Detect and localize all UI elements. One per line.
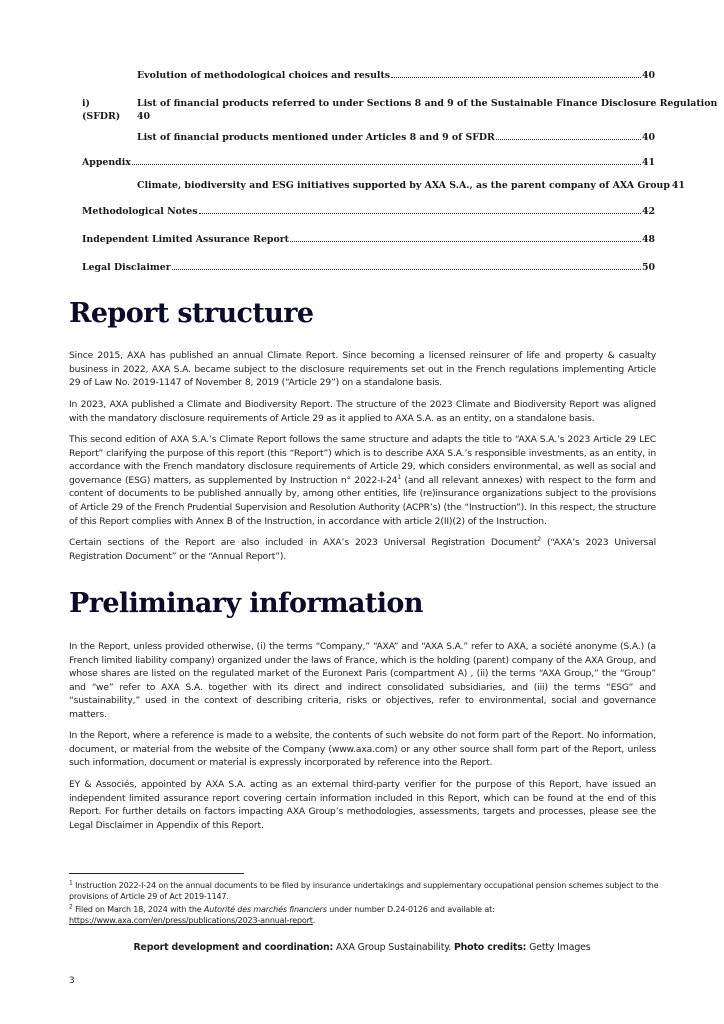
- paragraph-text: This second edition of AXA S.A.’s Climate Report follows the same structure and adapts the title to “AXA S.A.’s 2023 Article 29 LEC Report” clarifying the purpose of this report (this “Report”) which is to describe AXA S.A.’s responsible investments, as an entity, in accordance with the French mandatory disclosure requirements of Article 29, which considers environmental, as well as social and governance (ESG) matters, as supplemented by Instruction n° 2022-I-24: [69, 434, 656, 486]
- footnote-text: .: [312, 916, 316, 926]
- footnote-2: [69, 904, 659, 927]
- credits-line: [0, 942, 724, 953]
- toc-page-number: 40: [641, 132, 655, 143]
- toc-entry-label: Climate, biodiversity and ESG initiatives supported by AXA S.A., as the parent company of AXA Group: [137, 180, 670, 191]
- toc-entry-label: Methodological Notes: [82, 206, 198, 217]
- footnote-1: [69, 880, 659, 903]
- annual-report-link[interactable]: https://www.axa.com/en/press/publications/2023-annual-report: [69, 916, 313, 926]
- toc-leader-dots: [132, 163, 641, 165]
- paragraph-text: Certain sections of the Report are also included in AXA’s 2023 Universal Registration Document: [69, 537, 538, 548]
- paragraph: [69, 433, 656, 528]
- credits-value: Getty Images: [526, 942, 591, 953]
- paragraph-text: (“AXA’s 2023 Universal Registration Document” or the “Annual Report”).: [69, 537, 656, 562]
- toc-page-number: 50: [641, 262, 655, 273]
- paragraph: [69, 536, 656, 563]
- toc-leader-dots: [172, 268, 641, 270]
- toc-entry-label: Evolution of methodological choices and results: [137, 70, 391, 81]
- toc-leader-dots: [391, 76, 641, 78]
- toc-page-number: 40: [137, 111, 151, 122]
- toc-entry-sfdr-articles[interactable]: [137, 132, 655, 143]
- toc-page-number: 41: [641, 157, 655, 168]
- toc-entry-appendix[interactable]: [82, 157, 655, 168]
- footnote-text: under number D.24-0126 and available at:: [326, 905, 495, 914]
- paragraph: In the Report, unless provided otherwise, (i) the terms “Company,” “AXA” and “AXA S.A.” refer to AXA, a société anonyme (S.A.) (a French limited liability company) organized under the laws of France, which is the holding (parent) company of the AXA Group, and whose shares are listed on the regulated market of the Euronext Paris (compartment A) , (ii) the terms “AXA Group,” the “Group” and “we” refer to AXA S.A. together with its direct and indirect consolidated subsidiaries, and (iii) the terms “ESG” and “sustainability,” used in the context of describing criteria, risks or objectives, refer to environmental, social and governance matters.: [69, 641, 656, 720]
- toc-page-number: 40: [641, 70, 655, 81]
- footnote-ref[interactable]: 1: [397, 473, 402, 481]
- toc-section-marker: i): [82, 98, 90, 109]
- toc-leader-dots: [496, 138, 641, 140]
- toc-entry-label: List of financial products mentioned under Articles 8 and 9 of SFDR: [137, 132, 495, 143]
- toc-page-number: 41: [671, 180, 685, 191]
- toc-page-number: 42: [641, 206, 655, 217]
- footnote-number: 2: [69, 903, 73, 911]
- paragraph: In 2023, AXA published a Climate and Biodiversity Report. The structure of the 2023 Climate and Biodiversity Report was aligned with the mandatory disclosure requirements of Article 29 as it applied to AXA S.A. as an entity, on a standalone basis.: [69, 399, 656, 424]
- toc-entry-label: Legal Disclaimer: [82, 262, 171, 273]
- toc-entry-label: Appendix: [82, 157, 131, 168]
- paragraph-text: (and all relevant annexes) with respect to the form and content of documents to be published annually by, among other entities, life (re)insurance organizations subject to the provisions of Article 29 of the French Prudential Supervision and Resolution Authority (ACPR’s) (the “Instruction”). In this respect, the structure of this Report complies with Annex B of the Instruction, in accordance with article 2(II)(2) of the Instruction.: [69, 474, 656, 527]
- toc-entry-evolution[interactable]: [137, 70, 655, 81]
- footnote-number: 1: [69, 879, 73, 887]
- toc-entry-label: Independent Limited Assurance Report: [82, 234, 289, 245]
- toc-entry-climate-initiatives[interactable]: [137, 180, 685, 191]
- toc-entry-legal-disclaimer[interactable]: [82, 262, 655, 273]
- page-number: 3: [69, 976, 75, 986]
- footnote-text: Filed on March 18, 2024 with the: [72, 905, 204, 914]
- toc-entry-sfdr-sections[interactable]: [137, 98, 718, 109]
- toc-leader-dots: [290, 240, 641, 242]
- toc-entry-assurance-report[interactable]: [82, 234, 655, 245]
- paragraph: Since 2015, AXA has published an annual Climate Report. Since becoming a licensed reinsurer of life and property & casualty business in 2022, AXA S.A. became subject to the disclosure requirements set out in the French regulations implementing Article 29 of Law No. 2019-1147 of November 8, 2019 (“Article 29”) on a standalone basis.: [69, 350, 656, 389]
- toc-entry-label: List of financial products referred to under Sections 8 and 9 of the Sustainable Finance Disclosure Regulation: [137, 98, 718, 109]
- paragraph: EY & Associés, appointed by AXA S.A. acting as an external third-party verifier for the purpose of this Report, have issued an independent limited assurance report covering certain information included in this Report, which can be found at the end of this Report. For further details on factors impacting AXA Group’s methodologies, assessments, targets and processes, please see the Legal Disclaimer in Appendix of this Report.: [69, 779, 656, 831]
- footnote-italic-text: Autorité des marchés financiers: [203, 905, 327, 914]
- section-heading-preliminary-information: Preliminary information: [69, 588, 423, 619]
- paragraph: In the Report, where a reference is made to a website, the contents of such website do not form part of the Report. No information, document, or material from the website of the Company (www.axa.com) or any other source shall form part of the Report, unless such information, document or material is expressly incorporated by reference into the Report.: [69, 730, 656, 769]
- credits-label: Report development and coordination:: [133, 942, 334, 953]
- toc-leader-dots: [199, 212, 641, 214]
- section-heading-report-structure: Report structure: [69, 298, 314, 329]
- toc-entry-methodological-notes[interactable]: [82, 206, 655, 217]
- footnote-text: Instruction 2022-I-24 on the annual documents to be filed by insurance undertakings and supplementary occupational pension schemes subject to the provisions of Article 29 of Act 2019-1147.: [69, 881, 659, 902]
- credits-value: AXA Group Sustainability.: [333, 942, 454, 953]
- toc-page-number: 48: [641, 234, 655, 245]
- credits-label: Photo credits:: [453, 942, 527, 953]
- footnote-separator: [69, 873, 244, 874]
- footnote-ref[interactable]: 2: [537, 535, 541, 543]
- toc-section-marker-sub: (SFDR): [82, 111, 121, 122]
